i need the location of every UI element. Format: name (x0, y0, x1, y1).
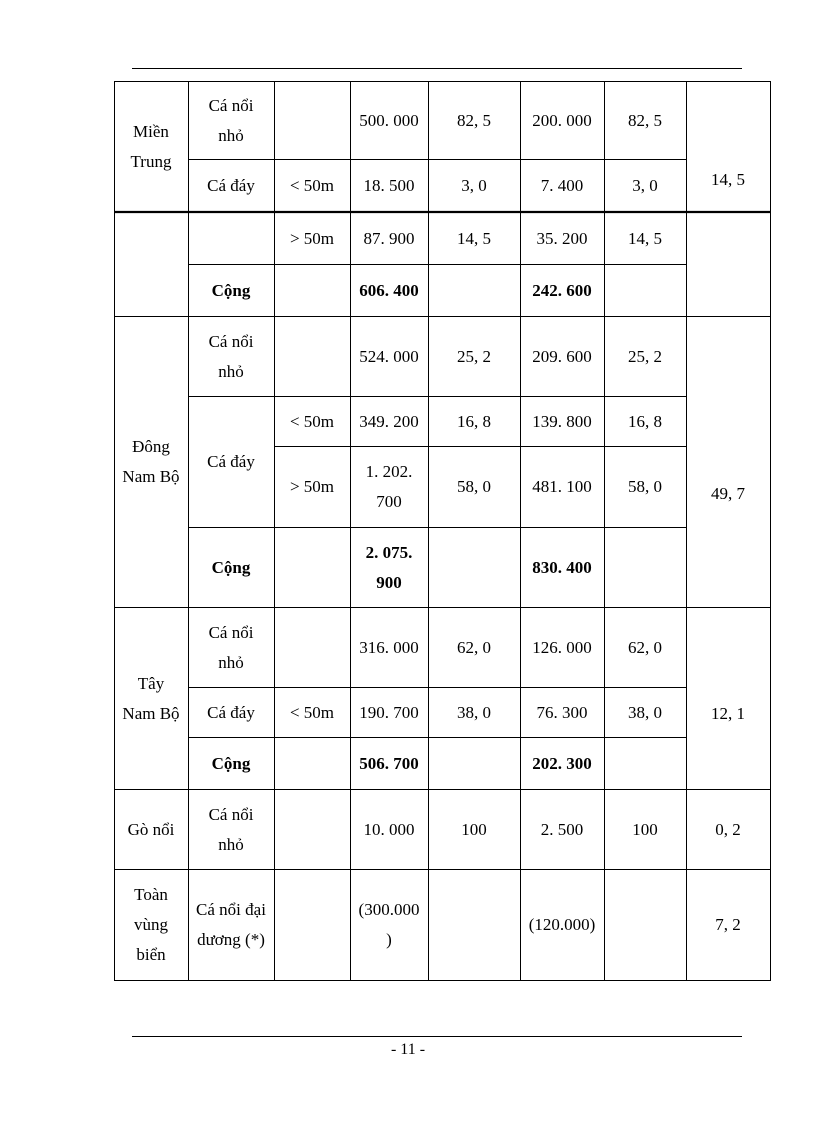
share-cell: 14, 5 (711, 170, 745, 189)
value-cell: (300.000 ) (358, 900, 420, 949)
type-ca-noi-dai-duong: Cá nổi đại dương (*) (196, 900, 266, 949)
region-mien-trung: Miền Trung (130, 122, 172, 171)
percent-cell: 100 (632, 819, 658, 839)
share-cell: 7, 2 (715, 915, 741, 934)
value-cell: 1. 202. 700 (365, 462, 413, 511)
value-cell: 316. 000 (359, 637, 419, 657)
total-label: Cộng (211, 557, 251, 577)
value-cell: 200. 000 (532, 111, 592, 130)
total-value: 202. 300 (532, 753, 592, 773)
region-tay-nam-bo: Tây Nam Bộ (122, 673, 180, 723)
depth-cell: < 50m (289, 411, 335, 431)
value-cell: 126. 000 (532, 637, 592, 657)
value-cell: 209. 600 (532, 346, 592, 366)
value-cell: 190. 700 (359, 702, 419, 722)
total-value: 830. 400 (532, 557, 592, 577)
depth-cell: > 50m (289, 228, 335, 248)
region-toan-vung-bien: Toàn vùng biển (134, 885, 168, 964)
value-cell: 10. 000 (363, 819, 415, 839)
depth-cell: < 50m (289, 176, 335, 195)
value-cell: 481. 100 (532, 477, 592, 496)
value-cell: 7. 400 (540, 176, 584, 195)
depth-cell: < 50m (289, 702, 335, 722)
percent-cell: 82, 5 (628, 111, 662, 130)
value-cell: 87. 900 (363, 228, 415, 248)
value-cell: 500. 000 (359, 111, 419, 130)
percent-cell: 14, 5 (457, 228, 491, 248)
percent-cell: 3, 0 (632, 176, 658, 195)
percent-cell: 14, 5 (628, 228, 662, 248)
type-ca-noi-nho: Cá nổi nhỏ (208, 96, 254, 145)
value-cell: 2. 500 (540, 819, 584, 839)
value-cell: 76. 300 (536, 702, 588, 722)
region-go-noi: Gò nổi (127, 819, 175, 839)
percent-cell: 16, 8 (628, 411, 662, 431)
footer-rule (132, 1036, 742, 1037)
type-ca-day: Cá đáy (207, 176, 255, 195)
percent-cell: 62, 0 (628, 637, 662, 657)
total-label: Cộng (211, 280, 251, 300)
type-ca-day: Cá đáy (207, 452, 255, 471)
percent-cell: 25, 2 (457, 346, 491, 366)
percent-cell: 100 (461, 819, 487, 839)
value-cell: 349. 200 (359, 411, 419, 431)
percent-cell: 38, 0 (457, 702, 491, 722)
depth-cell: > 50m (289, 477, 335, 496)
percent-cell: 16, 8 (457, 411, 491, 431)
percent-cell: 82, 5 (457, 111, 491, 130)
value-cell: 139. 800 (532, 411, 592, 431)
value-cell: 18. 500 (363, 176, 415, 195)
total-value: 2. 075. 900 (365, 542, 413, 592)
page-number: - 11 - (390, 1041, 426, 1058)
total-value: 606. 400 (359, 280, 419, 300)
value-cell: 35. 200 (536, 228, 588, 248)
percent-cell: 62, 0 (457, 637, 491, 657)
share-cell: 12, 1 (711, 704, 745, 723)
type-ca-noi-nho: Cá nổi nhỏ (208, 622, 254, 672)
value-cell: (120.000) (528, 915, 596, 934)
total-value: 506. 700 (359, 753, 419, 773)
value-cell: 524. 000 (359, 346, 419, 366)
share-cell: 0, 2 (715, 819, 741, 839)
percent-cell: 3, 0 (461, 176, 487, 195)
percent-cell: 25, 2 (628, 346, 662, 366)
type-ca-day: Cá đáy (207, 702, 255, 722)
total-label: Cộng (211, 753, 251, 773)
region-dong-nam-bo: Đông Nam Bộ (122, 437, 180, 486)
share-cell: 49, 7 (711, 483, 745, 503)
type-ca-noi-nho: Cá nổi nhỏ (208, 804, 254, 854)
type-ca-noi-nho: Cá nổi nhỏ (208, 331, 254, 381)
percent-cell: 38, 0 (628, 702, 662, 722)
total-value: 242. 600 (532, 280, 592, 300)
percent-cell: 58, 0 (628, 477, 662, 496)
percent-cell: 58, 0 (457, 477, 491, 496)
